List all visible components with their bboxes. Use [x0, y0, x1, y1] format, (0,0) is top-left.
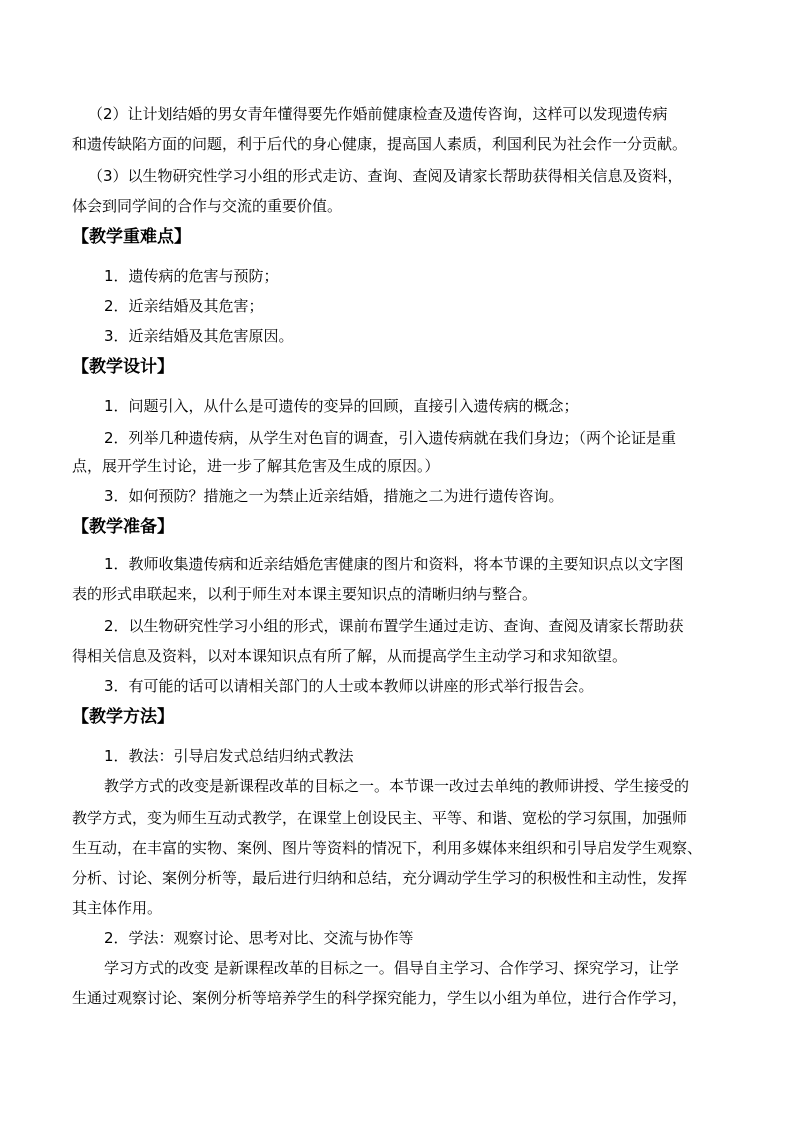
key-point-item: 1．遗传病的危害与预防； [104, 267, 279, 285]
heading-methods: 【教学方法】 [72, 707, 174, 727]
learning-method-line: 生通过观察讨论、案例分析等培养学生的科学探究能力，学生以小组为单位，进行合作学习， [72, 989, 688, 1007]
preparation-item-3: 3．有可能的话可以请相关部门的人士或本教师以讲座的形式举行报告会。 [104, 677, 594, 695]
teaching-method-line: 其主体作用。 [72, 899, 163, 917]
heading-key-points: 【教学重难点】 [72, 227, 191, 247]
heading-preparation: 【教学准备】 [72, 517, 174, 537]
preparation-item-1-line-1: 1．教师收集遗传病和近亲结婚危害健康的图片和资料，将本节课的主要知识点以文字图 [104, 555, 684, 573]
paragraph-goal-2-line-2: 和遗传缺陷方面的问题，利于后代的身心健康，提高国人素质，利国利民为社会作一分贡献。 [72, 135, 688, 153]
learning-method-title: 2．学法：观察讨论、思考对比、交流与协作等 [104, 929, 414, 947]
teaching-method-title: 1．教法：引导启发式总结归纳式教法 [104, 747, 354, 765]
design-item-1: 1．问题引入，从什么是可遗传的变异的回顾，直接引入遗传病的概念； [104, 397, 579, 415]
design-item-2-line-1: 2．列举几种遗传病，从学生对色盲的调查，引入遗传病就在我们身边；（两个论证是重 [104, 429, 677, 447]
preparation-item-1-line-2: 表的形式串联起来，以利于师生对本课主要知识点的清晰归纳与整合。 [72, 585, 538, 603]
learning-method-line: 学习方式的改变 是新课程改革的目标之一。倡导自主学习、合作学习、探究学习，让学 [104, 959, 679, 977]
teaching-method-line: 教学方式的改变是新课程改革的目标之一。本节课一改过去单纯的教师讲授、学生接受的 [104, 777, 690, 795]
preparation-item-2-line-2: 得相关信息及资料，以对本课知识点有所了解，从而提高学生主动学习和求知欲望。 [72, 647, 628, 665]
heading-design: 【教学设计】 [72, 357, 174, 377]
paragraph-goal-3-line-1: （3）以生物研究性学习小组的形式走访、查询、查阅及请家长帮助获得相关信息及资料， [88, 167, 683, 185]
teaching-method-line: 分析、讨论、案例分析等，最后进行归纳和总结，充分调动学生学习的积极性和主动性，发挥 [72, 869, 688, 887]
paragraph-goal-3-line-2: 体会到同学间的合作与交流的重要价值。 [72, 197, 343, 215]
key-point-item: 2．近亲结婚及其危害； [104, 297, 264, 315]
design-item-2-line-2: 点，展开学生讨论，进一步了解其危害及生成的原因。） [72, 457, 440, 475]
key-point-item: 3．近亲结婚及其危害原因。 [104, 327, 294, 345]
paragraph-goal-2-line-1: （2）让计划结婚的男女青年懂得要先作婚前健康检查及遗传咨询，这样可以发现遗传病 [88, 105, 668, 123]
teaching-method-line: 生互动，在丰富的实物、案例、图片等资料的情况下，利用多媒体来组织和引导启发学生观察、 [72, 839, 703, 857]
preparation-item-2-line-1: 2．以生物研究性学习小组的形式，课前布置学生通过走访、查询、查阅及请家长帮助获 [104, 617, 684, 635]
design-item-3: 3．如何预防？措施之一为禁止近亲结婚，措施之二为进行遗传咨询。 [104, 487, 564, 505]
teaching-method-line: 教学方式，变为师生互动式教学，在课堂上创设民主、平等、和谐、宽松的学习氛围，加强师 [72, 809, 688, 827]
